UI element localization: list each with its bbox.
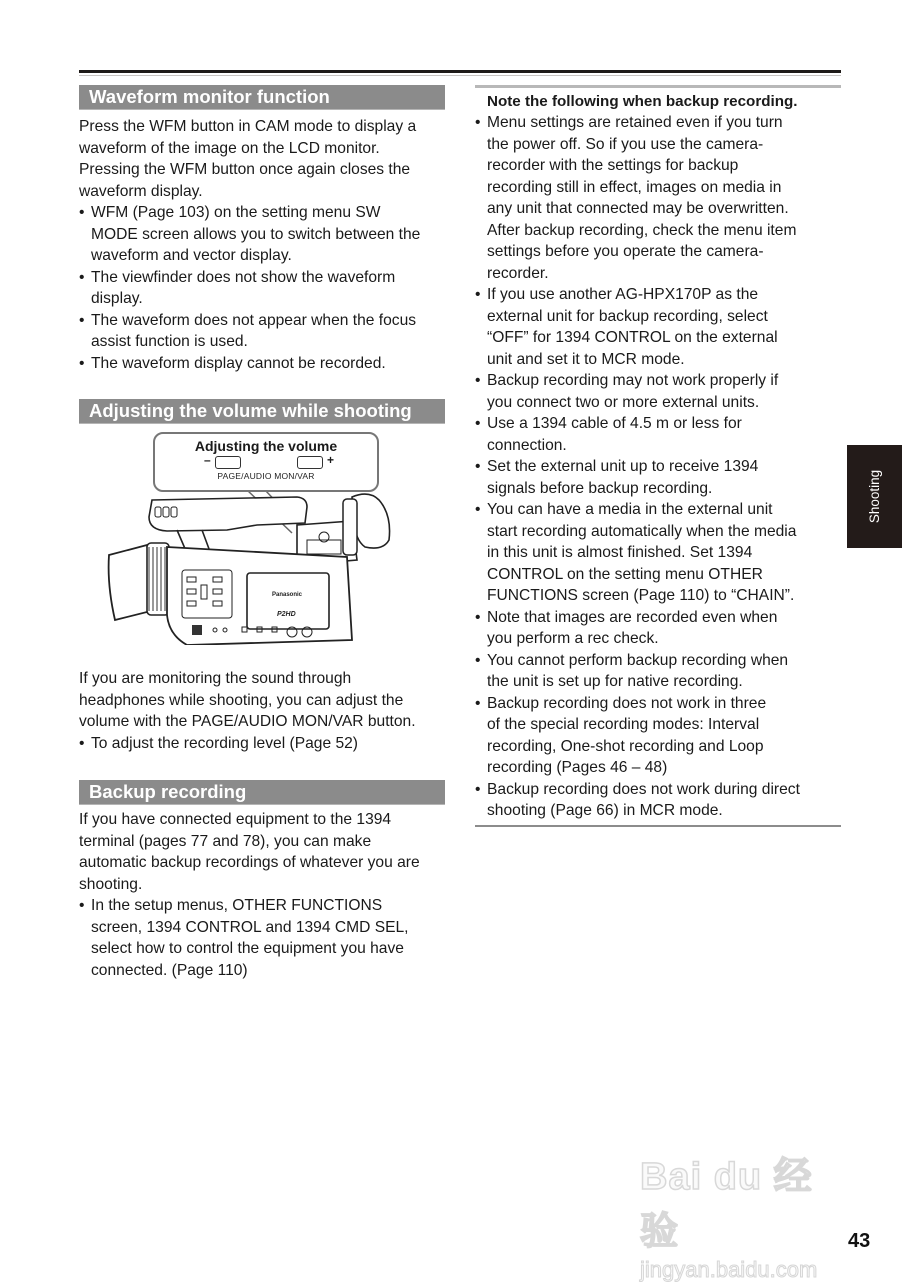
watermark xyxy=(640,1145,850,1282)
camcorder-icon xyxy=(107,485,412,645)
bullet-icon: • xyxy=(79,897,85,914)
volume-down-button xyxy=(215,456,241,469)
text-line: waveform display. xyxy=(79,182,203,200)
text-line: waveform of the image on the LCD monitor. xyxy=(79,139,380,157)
heading-adjusting-volume: Adjusting the volume while shooting xyxy=(79,399,445,424)
list-item: • The viewfinder does not show the waveform display. xyxy=(79,268,396,307)
list-item: • Use a 1394 cable of 4.5 m or less for connection. xyxy=(475,415,742,454)
bullet-icon: • xyxy=(475,694,481,712)
list-item: • Menu settings are retained even if you turn the power off. So if you use the camera- recorder with the settings for backup recording still in effect, images on media in any unit that connected may be overwritten. After backup recording, check the menu item settings before you operate the camera- recorder. xyxy=(475,114,797,282)
bullet-icon: • xyxy=(475,651,481,669)
list-item: • The waveform display cannot be recorded. xyxy=(79,353,445,375)
volume-bullets xyxy=(79,733,445,755)
bullet-icon: • xyxy=(475,458,481,475)
volume-up-button xyxy=(297,456,323,469)
bullet-icon: • xyxy=(475,415,481,432)
section-tab-label: Shooting xyxy=(866,469,882,524)
note-bullets xyxy=(475,112,841,822)
note-bottom-rule xyxy=(475,825,841,827)
watermark-url: jingyan.baidu.com xyxy=(640,1257,818,1282)
heading-waveform-monitor: Waveform monitor function xyxy=(79,85,445,110)
bullet-icon: • xyxy=(475,372,481,389)
top-rule-thin xyxy=(79,75,841,76)
bullet-icon: • xyxy=(475,286,481,303)
right-column xyxy=(475,85,841,827)
bullet-icon: • xyxy=(79,204,85,221)
list-item: • You cannot perform backup recording when the unit is set up for native recording. xyxy=(475,651,789,690)
list-item: • If you use another AG-HPX170P as the external unit for backup recording, select “OFF” for 1394 CONTROL on the external unit and set it to MCR mode. xyxy=(475,286,778,368)
button-label: PAGE/AUDIO MON/VAR xyxy=(217,471,315,481)
list-item: • Backup recording may not work properly if you connect two or more external units. xyxy=(475,372,779,411)
list-item: • WFM (Page 103) on the setting menu SW MODE screen allows you to switch between the waveform and vector display. xyxy=(79,204,421,264)
backup-intro: If you have connected equipment to the 1394 terminal (pages 77 and 78), you can make automatic backup recordings of whatever you are shooting. xyxy=(79,811,420,893)
plus-icon: + xyxy=(327,453,335,467)
list-item: • Backup recording does not work during direct shooting (Page 66) in MCR mode. xyxy=(475,780,800,819)
bullet-icon: • xyxy=(79,268,85,286)
bullet-icon: • xyxy=(475,501,481,518)
svg-text:Panasonic: Panasonic xyxy=(272,592,303,598)
list-item: • In the setup menus, OTHER FUNCTIONS screen, 1394 CONTROL and 1394 CMD SEL, select how to control the equipment you have connected. (Page 110) xyxy=(79,897,409,979)
list-item: • To adjust the recording level (Page 52) xyxy=(79,733,445,755)
heading-backup-recording: Backup recording xyxy=(79,780,445,805)
camera-illustration xyxy=(79,430,445,648)
list-item: • Set the external unit up to receive 1394 signals before backup recording. xyxy=(475,458,759,497)
text-line: Pressing the WFM button once again closes the xyxy=(79,161,411,178)
section-tab-shooting[interactable] xyxy=(847,445,902,548)
top-rule xyxy=(79,70,841,73)
text-line: Press the WFM button in CAM mode to display a xyxy=(79,118,417,135)
waveform-intro xyxy=(79,116,445,202)
baidu-paw-icon: Bai du 经验 xyxy=(640,1156,813,1253)
svg-text:P2HD: P2HD xyxy=(277,611,296,618)
left-column xyxy=(79,85,445,981)
note-title: Note the following when backup recording. xyxy=(487,93,798,110)
bullet-icon: • xyxy=(79,354,85,372)
minus-icon: – xyxy=(204,453,211,467)
list-item: • You can have a media in the external unit start recording automatically when the media in this unit is almost finished. Set 1394 CONTROL on the setting menu OTHER FUNCTIONS screen (Page 110) to “CHAIN”. xyxy=(475,501,797,604)
backup-bullets xyxy=(79,895,445,981)
bullet-icon: • xyxy=(79,734,85,752)
page-number: 43 xyxy=(848,1230,871,1252)
list-item: • The waveform does not appear when the focus assist function is used. xyxy=(79,311,417,350)
bullet-icon: • xyxy=(475,114,481,131)
callout-title: Adjusting the volume xyxy=(194,438,338,454)
list-item: • Note that images are recorded even when you perform a rec check. xyxy=(475,608,778,647)
volume-intro: If you are monitoring the sound through headphones while shooting, you can adjust the volume with the PAGE/AUDIO MON/VAR button. xyxy=(79,670,416,730)
volume-callout xyxy=(153,432,379,492)
bullet-icon: • xyxy=(79,311,85,329)
waveform-bullets xyxy=(79,202,445,374)
note-rule xyxy=(475,85,841,88)
bullet-icon: • xyxy=(475,780,481,798)
bullet-icon: • xyxy=(475,608,481,626)
list-item: • Backup recording does not work in three of the special recording modes: Interval recording, One-shot recording and Loop recording (Pages 46 – 48) xyxy=(475,694,767,776)
